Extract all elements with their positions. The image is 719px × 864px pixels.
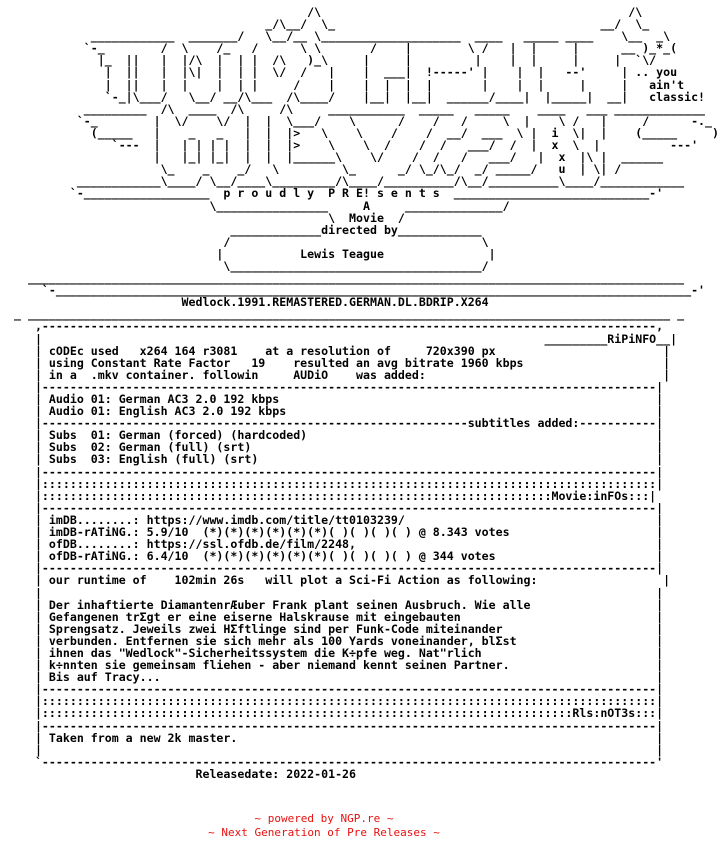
nfo-line: |::::::::::::::::::::::::::::::::::::::::::::::::::::::::::::::::::::::::::::::::::::::::| xyxy=(14,694,664,709)
nfo-line: |_ || | |/\ | | | /\ )_\ | | | | | | | `\/ xyxy=(14,53,657,68)
nfo-line: /\ /\ xyxy=(14,5,643,19)
nfo-line: Wedlock.1991.REMASTERED.GERMAN.DL.BDRIP.X264 xyxy=(14,295,489,310)
nfo-line: `-__________________ p r o u d l y P R E! s e n t s ____________________________-' xyxy=(14,186,664,201)
nfo-line: \ Movie / xyxy=(14,210,405,225)
nfo-line: / \ xyxy=(14,234,489,249)
nfo-line: _________ /\ ____ /\ /\ ___________ _____ _____ ____ ___ _____________ xyxy=(14,101,706,116)
nfo-line: | |_| |_| | | |______\ \/ / / / ___/ | x |\ | ______ xyxy=(14,150,664,165)
powered-by-line: ~ powered by NGP.re ~ xyxy=(254,812,394,825)
nfo-line: | k÷nnten sie gemeinsam fliehen - aber niemand kennt seinen Partner. | xyxy=(14,658,664,673)
nfo-line: | _________RiPiNFO__| xyxy=(14,331,678,346)
nfo-line: `-_ | \/ \/ | | \___/ \ / / / \ | \ / | / -._ xyxy=(14,113,713,128)
nfo-line: |----------------------------------------------------------------------------------------| xyxy=(14,464,664,479)
nfo-line: | Subs 03: English (full) (srt) | xyxy=(14,452,664,467)
nfo-line: _____________directed by____________ xyxy=(14,222,482,237)
nfo-line: |----------------------------------------------------------------------------------------| xyxy=(14,500,664,515)
nfo-line: | Subs 01: German (forced) (hardcoded) | xyxy=(14,428,664,443)
nfo-line: (_____ | _ _ | | |> \ \ / / __/ ___ \ | i \| | (_____ ) xyxy=(14,125,719,140)
nfo-line: |----------------------------------------------------------------------------------------| xyxy=(14,379,664,394)
nfo-line: | Der inhaftierte DiamantenrÆuber Frank plant seinen Ausbruch. Wie alle | xyxy=(14,597,664,612)
nfo-line: | imDB-rATiNG.: 5.9/10 (*)(*)(*)(*)(*)(*)( )( )( )( ) @ 8.343 votes | xyxy=(14,525,664,540)
nfo-line: | ofDB........: https://ssl.ofdb.de/film/2248, | xyxy=(14,537,664,552)
nfo-line: | Lewis Teague | xyxy=(14,246,496,261)
nfo-line: ,----------------------------------------------------------------------------------------, xyxy=(14,319,664,334)
nfo-line: | imDB........: https://www.imdb.com/title/tt0103239/ | xyxy=(14,512,664,527)
nfo-line: |----------------------------------------------------------------------------------------| xyxy=(14,718,664,733)
nfo-line: | || | | | | | / | | | | | | | | | | ain't xyxy=(14,77,685,92)
nfo-line: | Audio 01: English AC3 2.0 192 kbps | xyxy=(14,404,664,419)
nfo-line: | ihnen das "Wedlock"-Sicherheitssystem die K÷pfe weg. Nat"rlich | xyxy=(14,645,664,660)
nfo-line: | Gefangenen trΣgt er eine eiserne Halskrause mit eingebauten | xyxy=(14,609,664,624)
nfo-line: `-_|\___/ \__/ __/\___ /\____/ |__| |__| ______/____| |_____| __| classic! xyxy=(14,89,706,104)
nfo-line: | our runtime of 102min 26s will plot a Sci-Fi Action as following: | xyxy=(14,573,671,588)
nfo-line: | | xyxy=(14,742,664,757)
nfo-line: \________________ A ______________/ xyxy=(14,198,510,213)
nfo-line: ______________________________________________________________________________________________ xyxy=(14,271,685,286)
nfo-line: `----------------------------------------------------------------------------------------' xyxy=(14,754,664,769)
nfo-line: | Subs 02: German (full) (srt) | xyxy=(14,440,664,455)
nfo-line: | Bis auf Tracy... | xyxy=(14,670,664,685)
nfo-line: | Sprengsatz. Jeweils zwei HΣftlinge sind per Funk-Code miteinander | xyxy=(14,621,664,636)
nfo-line: |----------------------------------------------------------------------------------------| xyxy=(14,682,664,697)
nfo-line: |::::::::::::::::::::::::::::::::::::::::::::::::::::::::::::::::::::::::::::Rls:nOT3s:::| xyxy=(14,706,664,721)
nfo-line: |----------------------------------------------------------------------------------------| xyxy=(14,561,664,576)
nfo-line: | in a .mkv container. followin AUDiO was added: | xyxy=(14,367,671,382)
nfo-line: ____________ _______/ \__/__ \____________________ ____ _____ ____ \__ _\ xyxy=(14,29,671,44)
nfo-line: |::::::::::::::::::::::::::::::::::::::::::::::::::::::::::::::::::::::::::::::::::::::::| xyxy=(14,476,664,491)
nfo-line: |-------------------------------------------------------------subtitles added:-----------| xyxy=(14,416,664,431)
nfo-line: | using Constant Rate Factor 19 resulted an avg bitrate 1960 kbps | xyxy=(14,355,671,370)
nfo-line: ____________\____/ \__/____\_________/\____/__________/\__/__________\____/____________ xyxy=(14,174,685,189)
nfo-line: \_ _ _/ \ \_ _/ \_/\_/ _/ _____/ u | \| / xyxy=(14,162,622,177)
nfo-ascii-art-text xyxy=(14,6,719,780)
nfo-line: | cODEc used x264 164 r3081 at a resolution of 720x390 px | xyxy=(14,343,671,358)
next-generation-line: ~ Next Generation of Pre Releases ~ xyxy=(208,826,440,839)
nfo-line: `-___________________________________________________________________________________________-' xyxy=(14,283,706,298)
nfo-line: _/\__/ \_ __/ \_ xyxy=(14,17,650,32)
nfo-line: | ofDB-rATiNG.: 6.4/10 (*)(*)(*)(*)(*)(*)( )( )( )( ) @ 344 votes | xyxy=(14,549,664,564)
nfo-line: | verbunden. Entfernen sie sich mehr als 100 Yards voneinander, blΣst | xyxy=(14,633,664,648)
nfo-line: | Audio 01: German AC3 2.0 192 kbps | xyxy=(14,392,664,406)
nfo-line: \____________________________________/ xyxy=(14,258,489,273)
nfo-line: `--- | | | | | | | |> \ \ / / / ___/ / | x \ | ---' xyxy=(14,138,699,153)
nfo-line: `-_ / \ /_ / \ \ / | \ / | | | __ )_*_( xyxy=(14,41,678,56)
nfo-line: Releasedate: 2022-01-26 xyxy=(14,766,357,781)
nfo-line: | || | |\| | | | \/ / | | ___| !-----' | | | --' | .. you xyxy=(14,65,678,80)
nfo-line: _ ____________________________________________________________________________________________ _ xyxy=(14,307,685,322)
nfo-line: |:::::::::::::::::::::::::::::::::::::::::::::::::::::::::::::::::::::::::Movie:inFOs:::| xyxy=(14,488,657,503)
nfo-line: | Taken from a new 2k master. | xyxy=(14,730,664,745)
nfo-line: | | xyxy=(14,585,664,600)
